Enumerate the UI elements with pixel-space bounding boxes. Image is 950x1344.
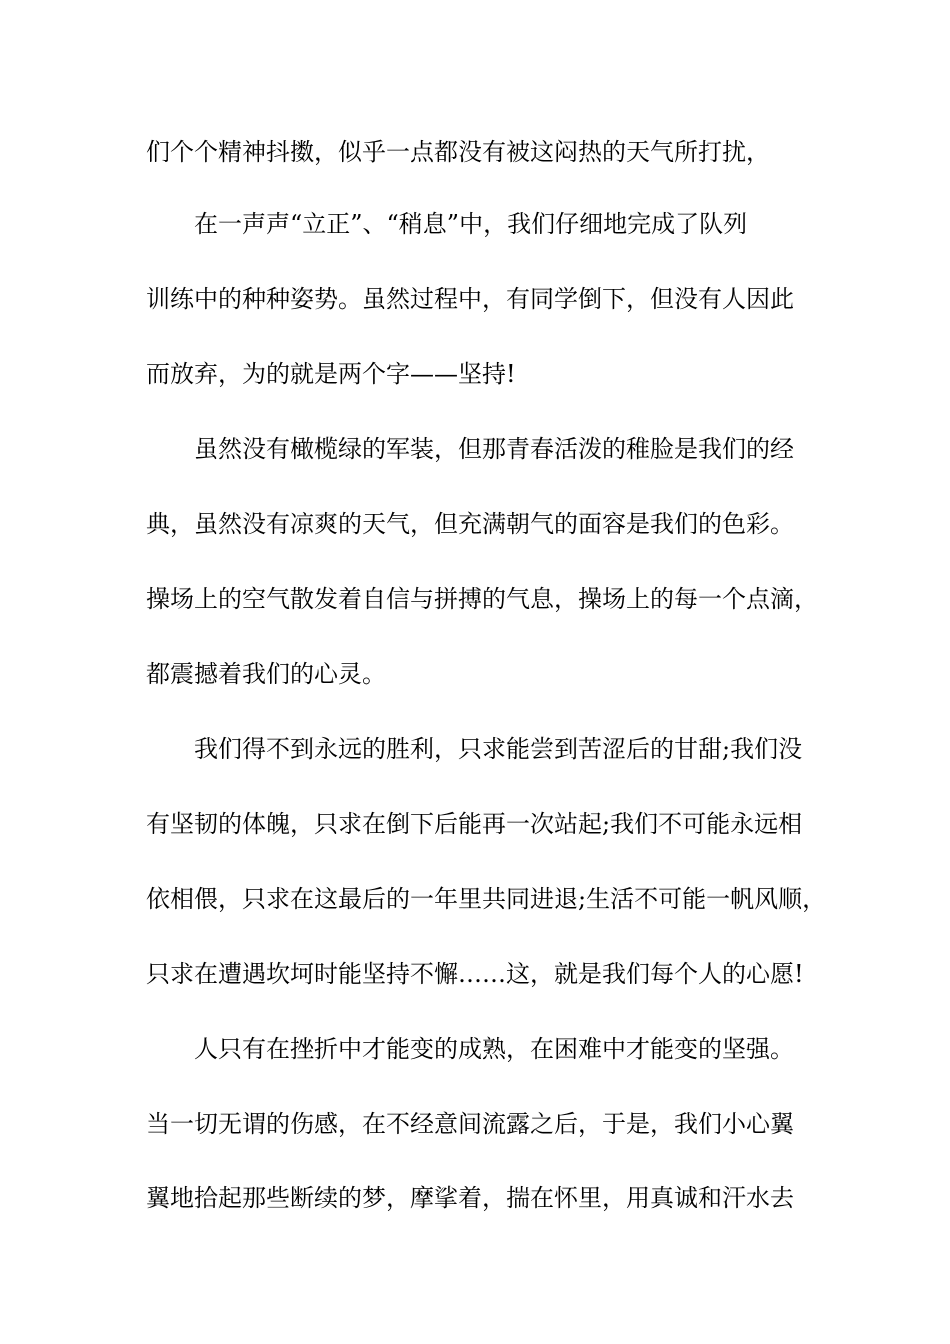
text-line: 们个个精神抖擞，似乎一点都没有被这闷热的天气所打扰， [146,138,770,166]
paragraph-first-line: 人只有在挫折中才能变的成熟，在困难中才能变的坚强。 [194,1035,794,1063]
text-line: 操场上的空气散发着自信与拼搏的气息，操场上的每一个点滴， [146,585,818,613]
text-line: 依相偎，只求在这最后的一年里共同进退;生活不可能一帆风顺， [146,885,827,913]
paragraph-first-line: 虽然没有橄榄绿的军装，但那青春活泼的稚脸是我们的经 [194,435,794,463]
paragraph-first-line: 在一声声“立正”、“稍息”中，我们仔细地完成了队列 [194,210,748,238]
text-line: 都震撼着我们的心灵。 [146,660,386,688]
text-line: 翼地拾起那些断续的梦，摩挲着，揣在怀里，用真诚和汗水去 [146,1184,794,1212]
text-line: 当一切无谓的伤感，在不经意间流露之后，于是，我们小心翼 [146,1110,794,1138]
text-line: 而放弃，为的就是两个字——坚持! [146,360,516,388]
text-line: 只求在遭遇坎坷时能坚持不懈……这，就是我们每个人的心愿! [146,960,804,988]
text-line: 有坚韧的体魄，只求在倒下后能再一次站起;我们不可能永远相 [146,810,803,838]
text-line: 训练中的种种姿势。虽然过程中，有同学倒下，但没有人因此 [146,285,794,313]
text-line: 典，虽然没有凉爽的天气，但充满朝气的面容是我们的色彩。 [146,510,794,538]
paragraph-first-line: 我们得不到永远的胜利，只求能尝到苦涩后的甘甜;我们没 [194,735,803,763]
